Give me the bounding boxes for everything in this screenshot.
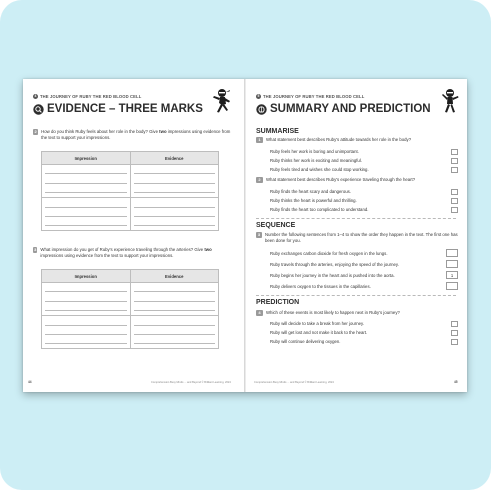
left-title-text: EVIDENCE – THREE MARKS: [47, 103, 203, 115]
question-text-bold: two: [204, 247, 212, 252]
brain-icon: [256, 104, 267, 115]
evidence-header: Evidence: [130, 152, 219, 165]
left-page-title: [33, 103, 203, 115]
impression-evidence-table-2: [41, 269, 219, 349]
option-checkbox[interactable]: [451, 321, 458, 327]
evidence-header: Evidence: [130, 270, 219, 283]
sequence-heading: SEQUENCE: [256, 222, 296, 229]
sequence-answer-box[interactable]: 1: [446, 271, 458, 279]
impression-header: Impression: [42, 270, 131, 283]
right-eyebrow: [256, 94, 364, 99]
question-text: [41, 129, 233, 141]
option-checkbox[interactable]: [451, 198, 458, 204]
option-checkbox[interactable]: [451, 149, 458, 155]
right-page-title: [256, 103, 431, 115]
summarise-heading: SUMMARISE: [256, 128, 299, 135]
summarise-question-1: [256, 137, 461, 143]
table-row: [42, 316, 219, 349]
question-text: [40, 247, 233, 259]
option-text: Ruby thinks the heart is powerful and thrilling.: [270, 198, 357, 203]
impression-answer-cell[interactable]: [42, 283, 131, 316]
left-eyebrow-number: 4: [34, 94, 37, 99]
impression-answer-cell[interactable]: [42, 165, 131, 198]
left-footer: Comprehension Busy Minds ... and Beyond © Brilliant Learning, 2024: [151, 381, 231, 384]
sequence-answer-box[interactable]: [446, 249, 458, 257]
option-text: Ruby thinks her work is exciting and meaningful.: [270, 158, 362, 163]
option-checkbox[interactable]: [451, 158, 458, 164]
option-text: Ruby finds the heart scary and dangerous.: [270, 189, 351, 194]
option-checkbox[interactable]: [451, 339, 458, 345]
impression-evidence-table-1: [41, 151, 219, 231]
option-text: Ruby feels her work is boring and unimportant.: [270, 149, 359, 154]
left-eyebrow-text: THE JOURNEY OF RUBY THE RED BLOOD CELL: [40, 94, 142, 99]
question-number: 2: [256, 177, 263, 183]
ninja-icon: [211, 88, 231, 114]
question-text: Number the following sentences from 1–4 to show the order they happen in the text. The first one has been done for you.: [264, 232, 458, 243]
section-divider: [256, 218, 456, 219]
sequence-item-text: Ruby exchanges carbon dioxide for fresh oxygen in the lungs.: [270, 251, 388, 256]
question-text-b: impressions using evidence from the text to support your impressions.: [41, 129, 231, 140]
prediction-question-4: [256, 310, 461, 316]
summarise-question-2: [256, 177, 461, 183]
left-page: [23, 79, 244, 392]
right-page: [246, 79, 467, 392]
sequence-question-3: [256, 232, 461, 244]
right-page-number: 45: [454, 380, 458, 384]
option-checkbox[interactable]: [451, 167, 458, 173]
option-text: Ruby finds the heart too complicated to understand.: [270, 207, 369, 212]
impression-header: Impression: [42, 152, 131, 165]
sequence-item-text: Ruby travels through the arteries, enjoying the speed of the journey.: [270, 262, 399, 267]
sequence-answer-box[interactable]: [446, 260, 458, 268]
evidence-answer-cell[interactable]: [130, 316, 219, 349]
question-text: What statement best describes Ruby's attitude towards her role in the body?: [266, 137, 412, 142]
impression-answer-cell[interactable]: [42, 316, 131, 349]
option-text: Ruby feels tired and wishes she could stop working.: [270, 167, 369, 172]
right-eyebrow-text: THE JOURNEY OF RUBY THE RED BLOOD CELL: [263, 94, 365, 99]
question-number: 3: [257, 232, 261, 237]
right-footer: Comprehension Busy Minds ... and Beyond © Brilliant Learning, 2024: [254, 381, 334, 384]
option-checkbox[interactable]: [451, 330, 458, 336]
prediction-heading: PREDICTION: [256, 299, 300, 306]
question-text-a: What impression do you get of Ruby's experience traveling through the arteries? Give: [40, 247, 205, 252]
right-eyebrow-number: 5: [257, 94, 260, 99]
left-eyebrow: [33, 94, 141, 99]
sequence-answer-box[interactable]: [446, 282, 458, 290]
question-number: 4: [256, 310, 263, 316]
question-text: Which of these events is most likely to happen next in Ruby's journey?: [266, 310, 400, 315]
evidence-answer-cell[interactable]: [130, 283, 219, 316]
option-checkbox[interactable]: [451, 189, 458, 195]
magnifier-icon: [33, 104, 44, 115]
section-divider: [256, 295, 456, 296]
question-number: 3: [34, 247, 37, 252]
question-number: 1: [256, 137, 263, 143]
question-text-a: How do you think Ruby feels about her role in the body? Give: [41, 129, 160, 134]
question-text-b: impressions using evidence from the text to support your impressions.: [40, 253, 174, 258]
question-number: 2: [34, 129, 37, 134]
evidence-answer-cell[interactable]: [130, 198, 219, 231]
question-text: What statement best describes Ruby's experience traveling through the heart?: [266, 177, 416, 182]
worksheet-spread: [23, 79, 467, 392]
sequence-item-text: Ruby delivers oxygen to the tissues in the capillaries.: [270, 284, 371, 289]
option-text: Ruby will continue delivering oxygen.: [270, 339, 341, 344]
left-question-3: [33, 247, 233, 259]
right-title-text: SUMMARY AND PREDICTION: [270, 103, 431, 115]
sequence-item-text: Ruby begins her journey in the heart and is pushed into the aorta.: [270, 273, 395, 278]
option-checkbox[interactable]: [451, 207, 458, 213]
left-page-number: 44: [28, 380, 32, 384]
ninja-icon: [440, 88, 460, 114]
option-text: Ruby will get lost and not make it back to the heart.: [270, 330, 368, 335]
option-text: Ruby will decide to take a break from her journey.: [270, 321, 365, 326]
evidence-answer-cell[interactable]: [130, 165, 219, 198]
table-row: [42, 283, 219, 316]
impression-answer-cell[interactable]: [42, 198, 131, 231]
table-row: [42, 165, 219, 198]
question-text-bold: two: [159, 129, 167, 134]
table-row: [42, 198, 219, 231]
left-question-2: [33, 129, 233, 141]
